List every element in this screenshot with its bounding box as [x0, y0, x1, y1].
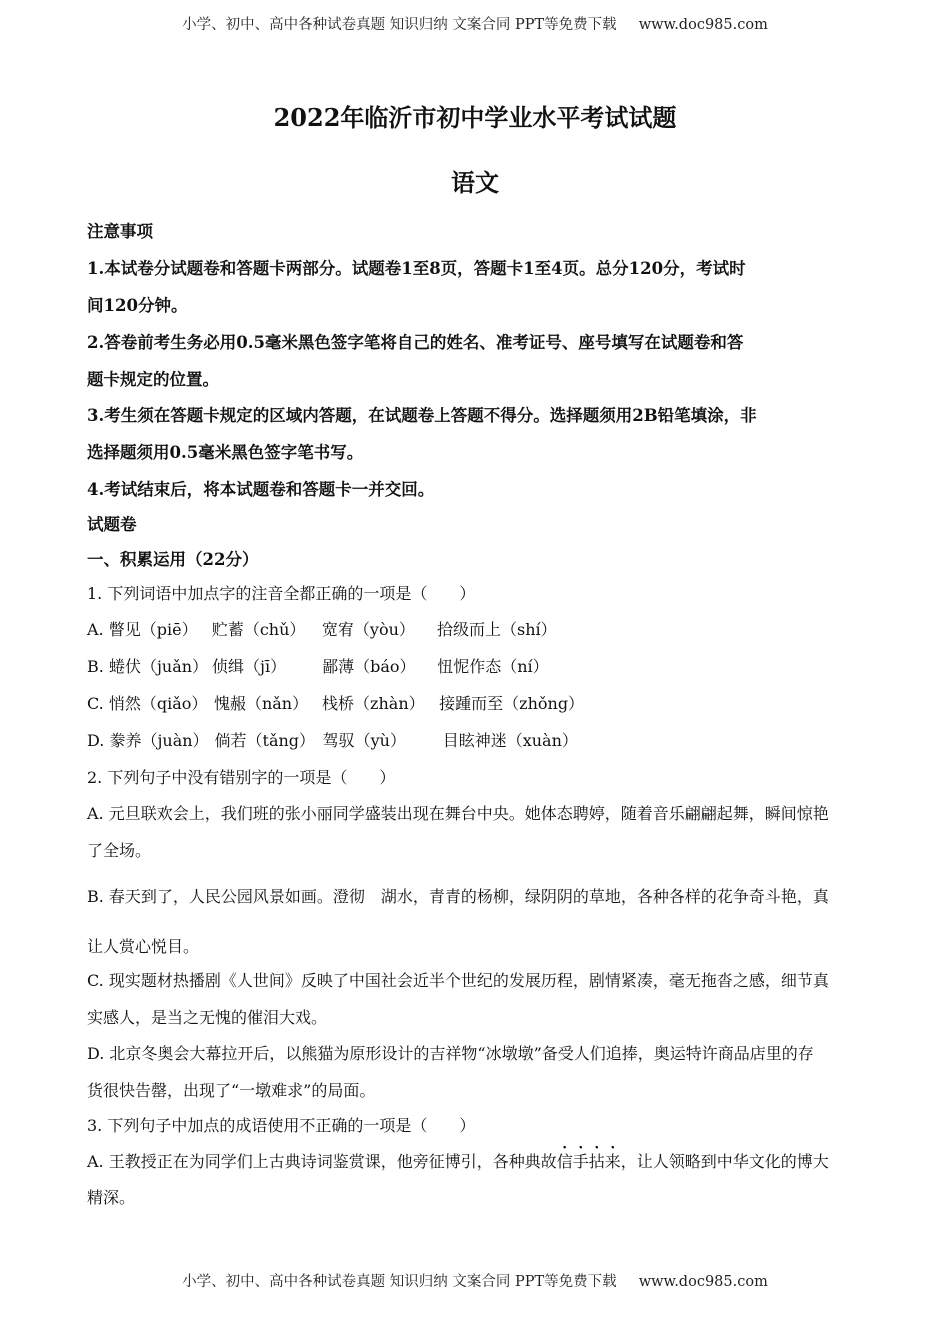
footer-site: www.doc985.com — [638, 1274, 768, 1290]
notice-heading: 注意事项 — [87, 222, 153, 241]
question-2-option-a-line1: A. 元旦联欢会上，我们班的张小丽同学盛装出现在舞台中央。她体态聘婷，随着音乐翩翩起舞，瞬间惊艳 — [87, 804, 829, 823]
footer-text: 小学、初中、高中各种试卷真题 知识归纳 文案合同 PPT等免费下载 — [182, 1274, 617, 1290]
dotted-idiom — [557, 1152, 621, 1171]
question-2-option-d-line1: D. 北京冬奥会大幕拉开后，以熊猫为原形设计的吉祥物“冰墩墩”备受人们追捧，奥运特许商品店里的存 — [87, 1044, 814, 1063]
exam-subject: 语文 — [451, 168, 499, 197]
option-item: 贮蓄（chǔ） — [211, 620, 306, 639]
option-item: 宽宥（yòu） — [321, 620, 415, 639]
exam-title: 2022年临沂市初中学业水平考试试题 — [273, 103, 677, 132]
option-item: 拾级而上（shí） — [437, 620, 557, 639]
question-2-option-d-line2: 货很快告罄，出现了“一墩难求”的局面。 — [87, 1081, 376, 1100]
notice-line: 3.考生须在答题卡规定的区域内答题，在试题卷上答题不得分。选择题须用2B铅笔填涂，非 — [87, 406, 757, 425]
question-2-stem: 2. 下列句子中没有错别字的一项是（ ） — [87, 768, 396, 787]
dotted-char: 手 — [572, 1152, 589, 1171]
question-1-option-c — [87, 691, 584, 714]
question-1-option-d — [87, 728, 578, 751]
text-run: A. 王教授正在为同学们上古典诗词鉴赏课，他旁征博引，各种典故 — [87, 1152, 557, 1171]
option-item: 忸怩作态（ní） — [437, 657, 549, 676]
question-1-stem: 1. 下列词语中加点字的注音全都正确的一项是（ ） — [87, 584, 476, 603]
question-2-option-a-line2: 了全场。 — [87, 841, 152, 860]
option-label: C. — [87, 694, 104, 713]
page-header — [0, 13, 950, 34]
option-item: 悄然（qiǎo） — [108, 694, 208, 713]
section-label: 试题卷 — [87, 515, 137, 534]
notice-line: 间120分钟。 — [87, 296, 188, 315]
option-item: 驾驭（yù） — [322, 731, 406, 750]
option-label: A. — [87, 620, 104, 639]
dotted-char: 拈 — [588, 1152, 605, 1171]
question-3-option-a-line2: 精深。 — [87, 1188, 136, 1207]
question-3-option-a-line1 — [87, 1149, 829, 1172]
question-2-option-c-line1: C. 现实题材热播剧《人世间》反映了中国社会近半个世纪的发展历程，剧情紧凑，毫无拖沓之感，细节真 — [87, 971, 829, 990]
part-heading: 一、积累运用（22分） — [87, 550, 259, 569]
option-item: 栈桥（zhàn） — [322, 694, 425, 713]
option-item: 愧赧（nǎn） — [213, 694, 309, 713]
option-label: D. — [87, 731, 105, 750]
option-item: 豢养（juàn） — [109, 731, 209, 750]
page-footer — [0, 1270, 950, 1291]
header-text: 小学、初中、高中各种试卷真题 知识归纳 文案合同 PPT等免费下载 — [182, 17, 617, 33]
option-item: 接踵而至（zhǒng） — [439, 694, 585, 713]
dotted-char: 来 — [604, 1152, 621, 1171]
question-1-option-a — [87, 617, 557, 640]
option-label: B. — [87, 657, 104, 676]
option-item: 目眩神迷（xuàn） — [442, 731, 578, 750]
dotted-char: 信 — [556, 1152, 573, 1171]
question-3-stem: 3. 下列句子中加点的成语使用不正确的一项是（ ） — [87, 1116, 476, 1135]
question-2-option-b-line1: B. 春天到了，人民公园风景如画。澄彻 湖水，青青的杨柳，绿阴阴的草地，各种各样的花争奇斗艳，真 — [87, 887, 829, 906]
option-item: 倘若（tǎng） — [214, 731, 316, 750]
question-1-option-b — [87, 654, 549, 677]
question-2-option-b-line2: 让人赏心悦目。 — [87, 937, 200, 956]
option-item: 侦缉（jī） — [212, 657, 287, 676]
option-item: 瞥见（piē） — [108, 620, 198, 639]
notice-line: 选择题须用0.5毫米黑色签字笔书写。 — [87, 443, 364, 462]
question-2-option-c-line2: 实感人，是当之无愧的催泪大戏。 — [87, 1008, 328, 1027]
option-item: 鄙薄（báo） — [322, 657, 416, 676]
text-run: ，让人领略到中华文化的博大 — [620, 1152, 829, 1171]
notice-line: 题卡规定的位置。 — [87, 370, 219, 389]
header-site: www.doc985.com — [638, 17, 768, 33]
option-item: 蜷伏（juǎn） — [108, 657, 209, 676]
notice-line: 2.答卷前考生务必用0.5毫米黑色签字笔将自己的姓名、准考证号、座号填写在试题卷和答 — [87, 333, 744, 352]
notice-line: 4.考试结束后，将本试题卷和答题卡一并交回。 — [87, 480, 435, 499]
notice-line: 1.本试卷分试题卷和答题卡两部分。试题卷1至8页，答题卡1至4页。总分120分，考试时 — [87, 259, 746, 278]
